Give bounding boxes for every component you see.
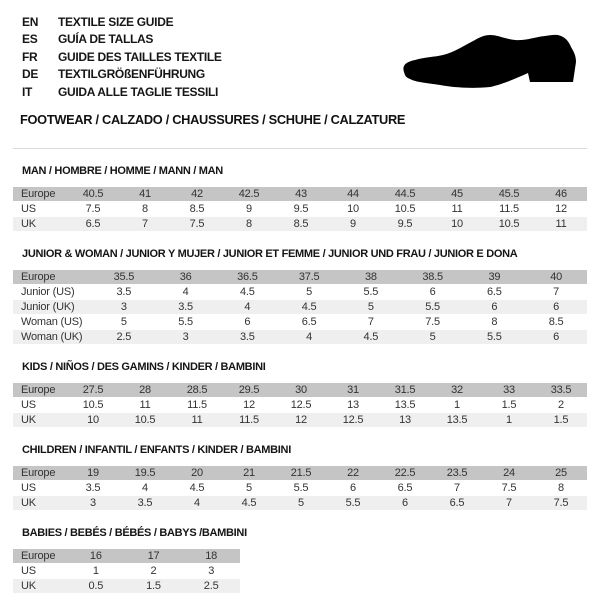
row-label: Europe — [13, 466, 67, 481]
size-row — [13, 496, 587, 511]
size-cell: 5.5 — [402, 300, 464, 315]
size-cell: 7 — [525, 285, 587, 300]
dress-shoe-icon — [395, 31, 579, 91]
size-table — [13, 187, 587, 232]
size-cell: 6.5 — [67, 217, 119, 232]
size-cell: 3 — [155, 330, 217, 345]
size-cell: 17 — [125, 549, 183, 564]
row-label: Woman (UK) — [13, 330, 93, 345]
size-cell: 8 — [119, 202, 171, 217]
size-cell: 13 — [327, 398, 379, 413]
size-row — [13, 564, 240, 579]
guide-title-it: GUIDA ALLE TAGLIE TESSILI — [58, 84, 219, 99]
size-cell: 45 — [431, 187, 483, 202]
size-table-section — [13, 248, 587, 345]
size-cell: 33 — [483, 383, 535, 398]
size-cell: 38.5 — [402, 270, 464, 285]
size-cell: 21.5 — [275, 466, 327, 481]
size-cell: 41 — [119, 187, 171, 202]
size-row — [13, 466, 587, 481]
size-cell: 5 — [223, 481, 275, 496]
size-cell: 4 — [171, 496, 223, 511]
size-table — [13, 466, 587, 511]
size-cell: 33.5 — [535, 383, 587, 398]
size-cell: 5.5 — [155, 315, 217, 330]
size-cell: 8.5 — [275, 217, 327, 232]
size-cell: 4 — [217, 300, 279, 315]
size-cell: 4 — [155, 285, 217, 300]
size-cell: 13 — [379, 413, 431, 428]
size-cell: 8.5 — [525, 315, 587, 330]
size-cell: 9.5 — [275, 202, 327, 217]
section-title: CHILDREN / INFANTIL / ENFANTS / KINDER / BAMBINI — [22, 444, 291, 457]
size-cell: 4.5 — [223, 496, 275, 511]
size-cell: 11 — [431, 202, 483, 217]
size-cell: 42.5 — [223, 187, 275, 202]
row-label: US — [13, 564, 67, 579]
language-row — [22, 14, 587, 31]
size-cell: 6 — [525, 330, 587, 345]
size-cell: 3.5 — [93, 285, 155, 300]
section-title: BABIES / BEBÉS / BÉBÉS / BABYS /BAMBINI — [22, 527, 247, 540]
row-label: US — [13, 481, 67, 496]
category-title: FOOTWEAR / CALZADO / CHAUSSURES / SCHUHE / CALZATURE — [20, 112, 406, 128]
language-code: IT — [22, 84, 33, 99]
size-cell: 25 — [535, 466, 587, 481]
size-cell: 11 — [535, 217, 587, 232]
size-cell: 44.5 — [379, 187, 431, 202]
size-cell: 7 — [483, 496, 535, 511]
size-cell: 12 — [223, 398, 275, 413]
size-cell: 11 — [171, 413, 223, 428]
size-cell: 31.5 — [379, 383, 431, 398]
guide-header — [13, 14, 587, 127]
size-cell: 10.5 — [379, 202, 431, 217]
size-cell: 6 — [327, 481, 379, 496]
size-cell: 1 — [483, 413, 535, 428]
size-cell: 6.5 — [464, 285, 526, 300]
size-cell: 4.5 — [278, 300, 340, 315]
size-row — [13, 285, 587, 300]
size-cell: 3 — [93, 300, 155, 315]
size-cell: 3 — [182, 564, 240, 579]
row-label: Europe — [13, 549, 67, 564]
size-cell: 5.5 — [327, 496, 379, 511]
size-cell: 0.5 — [67, 579, 125, 594]
size-cell: 5 — [402, 330, 464, 345]
size-row — [13, 187, 587, 202]
size-table-section — [13, 527, 587, 594]
size-cell: 35.5 — [93, 270, 155, 285]
size-cell: 10 — [431, 217, 483, 232]
size-cell: 45.5 — [483, 187, 535, 202]
size-cell: 6.5 — [379, 481, 431, 496]
size-cell: 22 — [327, 466, 379, 481]
size-table-section — [13, 361, 587, 428]
size-cell: 11.5 — [483, 202, 535, 217]
row-label: Woman (US) — [13, 315, 93, 330]
size-cell: 1 — [67, 564, 125, 579]
section-title: JUNIOR & WOMAN / JUNIOR Y MUJER / JUNIOR ET FEMME / JUNIOR UND FRAU / JUNIOR E DONA — [22, 248, 518, 261]
section-title: MAN / HOMBRE / HOMME / MANN / MAN — [22, 165, 223, 178]
size-cell: 31 — [327, 383, 379, 398]
size-cell: 43 — [275, 187, 327, 202]
guide-title-es: GUÍA DE TALLAS — [58, 32, 154, 47]
size-cell: 2 — [125, 564, 183, 579]
language-code: FR — [22, 49, 38, 64]
size-cell: 2.5 — [182, 579, 240, 594]
size-cell: 5 — [275, 496, 327, 511]
size-cell: 13.5 — [379, 398, 431, 413]
size-row — [13, 398, 587, 413]
size-cell: 13.5 — [431, 413, 483, 428]
size-cell: 5.5 — [275, 481, 327, 496]
size-cell: 7 — [340, 315, 402, 330]
size-cell: 5 — [278, 285, 340, 300]
size-cell: 29.5 — [223, 383, 275, 398]
size-cell: 5 — [93, 315, 155, 330]
size-cell: 6.5 — [278, 315, 340, 330]
size-cell: 9 — [223, 202, 275, 217]
size-cell: 44 — [327, 187, 379, 202]
size-cell: 6 — [525, 300, 587, 315]
size-cell: 1 — [431, 398, 483, 413]
size-cell: 23.5 — [431, 466, 483, 481]
size-cell: 12.5 — [275, 398, 327, 413]
shoe-silhouette — [403, 35, 576, 88]
size-cell: 11 — [119, 398, 171, 413]
size-cell: 32 — [431, 383, 483, 398]
row-label: Europe — [13, 383, 67, 398]
size-cell: 3.5 — [217, 330, 279, 345]
size-row — [13, 413, 587, 428]
language-code: EN — [22, 15, 39, 29]
size-cell: 5.5 — [464, 330, 526, 345]
row-label: UK — [13, 217, 67, 232]
size-cell: 39 — [464, 270, 526, 285]
size-cell: 5 — [340, 300, 402, 315]
size-cell: 6.5 — [431, 496, 483, 511]
row-label: UK — [13, 579, 67, 594]
size-cell: 36.5 — [217, 270, 279, 285]
size-row — [13, 481, 587, 496]
row-label: US — [13, 202, 67, 217]
size-cell: 2.5 — [93, 330, 155, 345]
size-cell: 4 — [278, 330, 340, 345]
size-cell: 19.5 — [119, 466, 171, 481]
row-label: UK — [13, 413, 67, 428]
row-label: Europe — [13, 270, 93, 285]
size-cell: 3 — [67, 496, 119, 511]
size-cell: 4.5 — [340, 330, 402, 345]
size-cell: 7.5 — [483, 481, 535, 496]
size-cell: 8 — [464, 315, 526, 330]
size-cell: 1.5 — [483, 398, 535, 413]
size-cell: 10 — [67, 413, 119, 428]
size-cell: 9.5 — [379, 217, 431, 232]
size-cell: 12.5 — [327, 413, 379, 428]
size-cell: 11.5 — [171, 398, 223, 413]
size-cell: 3.5 — [155, 300, 217, 315]
size-cell: 7 — [431, 481, 483, 496]
row-label: Europe — [13, 187, 67, 202]
size-cell: 12 — [275, 413, 327, 428]
size-cell: 22.5 — [379, 466, 431, 481]
size-table-section — [13, 165, 587, 232]
size-cell: 6 — [464, 300, 526, 315]
language-code: ES — [22, 32, 38, 47]
size-cell: 24 — [483, 466, 535, 481]
size-cell: 9 — [327, 217, 379, 232]
size-cell: 11.5 — [223, 413, 275, 428]
size-table — [13, 383, 587, 428]
size-table — [13, 270, 587, 345]
size-cell: 36 — [155, 270, 217, 285]
size-cell: 3.5 — [67, 481, 119, 496]
row-label: US — [13, 398, 67, 413]
size-row — [13, 549, 240, 564]
size-cell: 4.5 — [217, 285, 279, 300]
size-cell: 12 — [535, 202, 587, 217]
size-cell: 30 — [275, 383, 327, 398]
size-cell: 40 — [525, 270, 587, 285]
size-cell: 42 — [171, 187, 223, 202]
size-cell: 18 — [182, 549, 240, 564]
size-cell: 1.5 — [535, 413, 587, 428]
size-cell: 7.5 — [67, 202, 119, 217]
divider — [13, 148, 587, 149]
guide-title-fr: GUIDE DES TAILLES TEXTILE — [58, 49, 222, 64]
size-cell: 7.5 — [171, 217, 223, 232]
size-cell: 6 — [379, 496, 431, 511]
size-cell: 37.5 — [278, 270, 340, 285]
size-cell: 7.5 — [402, 315, 464, 330]
size-cell: 7 — [119, 217, 171, 232]
size-cell: 27.5 — [67, 383, 119, 398]
size-cell: 6 — [402, 285, 464, 300]
size-row — [13, 579, 240, 594]
size-cell: 38 — [340, 270, 402, 285]
size-cell: 40.5 — [67, 187, 119, 202]
size-cell: 8.5 — [171, 202, 223, 217]
size-cell: 16 — [67, 549, 125, 564]
size-row — [13, 330, 587, 345]
size-cell: 1.5 — [125, 579, 183, 594]
size-cell: 10.5 — [483, 217, 535, 232]
size-cell: 28.5 — [171, 383, 223, 398]
size-cell: 4 — [119, 481, 171, 496]
size-cell: 10 — [327, 202, 379, 217]
section-title: KIDS / NIÑOS / DES GAMINS / KINDER / BAMBINI — [22, 361, 266, 374]
row-label: Junior (UK) — [13, 300, 93, 315]
size-table-section — [13, 444, 587, 511]
guide-title-de: TEXTILGRÖßENFÜHRUNG — [58, 67, 205, 82]
size-cell: 10.5 — [119, 413, 171, 428]
size-cell: 3.5 — [119, 496, 171, 511]
size-tables — [13, 165, 587, 594]
size-table — [13, 549, 240, 594]
row-label: UK — [13, 496, 67, 511]
size-row — [13, 383, 587, 398]
size-row — [13, 315, 587, 330]
size-row — [13, 217, 587, 232]
size-cell: 4.5 — [171, 481, 223, 496]
size-cell: 28 — [119, 383, 171, 398]
size-cell: 2 — [535, 398, 587, 413]
size-cell: 5.5 — [340, 285, 402, 300]
size-row — [13, 270, 587, 285]
guide-title-en: TEXTILE SIZE GUIDE — [58, 15, 174, 29]
size-cell: 6 — [217, 315, 279, 330]
row-label: Junior (US) — [13, 285, 93, 300]
size-cell: 21 — [223, 466, 275, 481]
size-row — [13, 300, 587, 315]
language-code: DE — [22, 67, 39, 82]
size-cell: 46 — [535, 187, 587, 202]
size-row — [13, 202, 587, 217]
size-cell: 19 — [67, 466, 119, 481]
size-cell: 8 — [223, 217, 275, 232]
size-cell: 8 — [535, 481, 587, 496]
size-cell: 10.5 — [67, 398, 119, 413]
size-cell: 7.5 — [535, 496, 587, 511]
size-cell: 20 — [171, 466, 223, 481]
